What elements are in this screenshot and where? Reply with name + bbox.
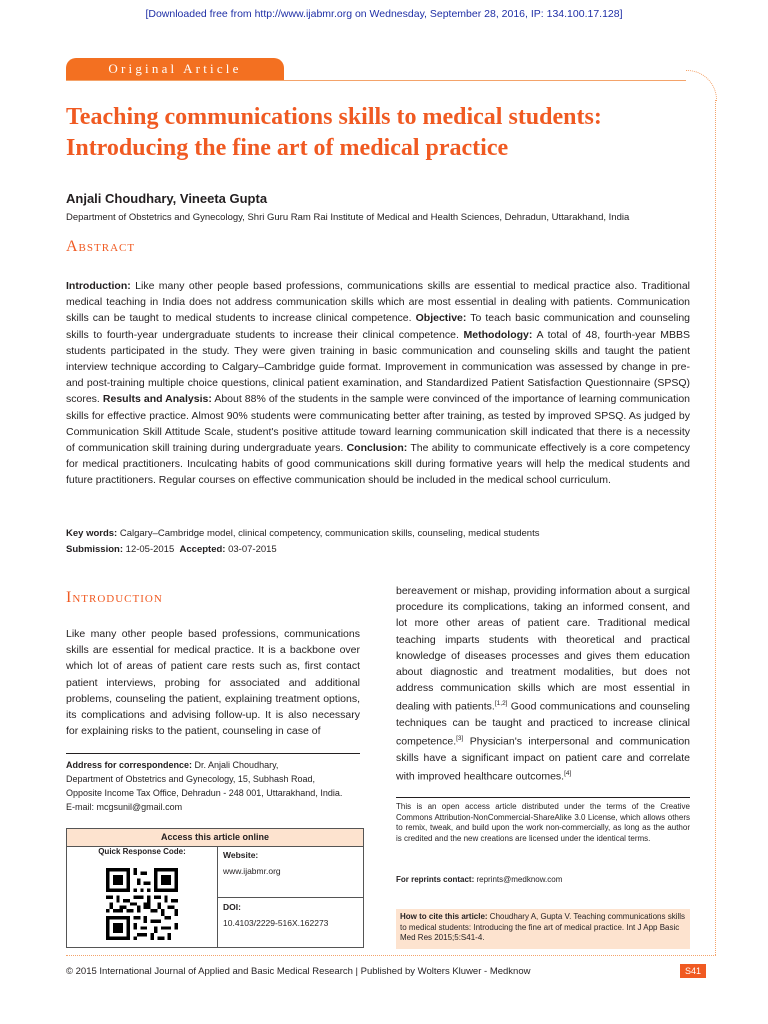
accepted-value: 03-07-2015 bbox=[225, 544, 277, 555]
abstract-body bbox=[66, 278, 690, 489]
introduction-heading: Introduction bbox=[66, 589, 163, 606]
how-to-cite-box bbox=[396, 909, 690, 949]
article-type-badge: Original Article bbox=[66, 58, 284, 80]
title-line-2: Introducing the fine art of medical practice bbox=[66, 135, 509, 161]
cite-label: How to cite this article: bbox=[400, 912, 488, 921]
correspondence-block bbox=[66, 758, 366, 814]
correspondence-line1: Dr. Anjali Choudhary, bbox=[192, 760, 279, 770]
page-number: S41 bbox=[680, 964, 706, 978]
citation-ref-3[interactable]: [4] bbox=[564, 770, 572, 778]
reprints-contact bbox=[396, 875, 562, 884]
submission-label: Submission: bbox=[66, 544, 124, 555]
qr-code-icon[interactable] bbox=[106, 868, 178, 940]
cite-text: Choudhary A, Gupta V. Teaching communications skills to medical students: Introducing the fine art of medical practice. Int J App Basic Med Res 2015;5:S41-4. bbox=[400, 912, 686, 943]
reprints-email[interactable]: reprints@medknow.com bbox=[474, 875, 563, 884]
submission-value: 12-05-2015 bbox=[123, 544, 175, 555]
abstract-intro-text: Like many other people based professions, communications skills are essential to medical practice also. Traditional medical teaching in India does not address communication skills which are most essential in dealing with patients. Communication skills can be taught to medical students to increase clinical competence. bbox=[66, 280, 690, 325]
abstract-methodology-text: A total of 48, fourth-year MBBS students participated in the study. They were given training in basic communication and counseling skills and taught the patient interview technique according to Calgary–Cambridge guide format. Improvement in communication was assessed by change in pre- and post-training multiple choice questions, clinical patient examination, and Standardized Patient Satisfaction Questionnaire (SPSQ) scores. bbox=[66, 328, 691, 406]
download-banner[interactable]: [Downloaded free from http://www.ijabmr.org on Wednesday, September 28, 2016, IP: 134.100.17.128] bbox=[145, 8, 623, 20]
correspondence-label: Address for correspondence: bbox=[66, 760, 193, 770]
correspondence-email[interactable]: E-mail: mcgsunil@gmail.com bbox=[66, 802, 183, 812]
intro-col2-part-a: bereavement or mishap, providing information about a surgical procedure its complications, taking an informed consent, and lot more other areas of patient care. Traditional medical teaching imparts students with theoretical and practical knowledge of diseases processes and gives them education about diagnostic and treatment modalities, but does not address communication skills which are most essential in dealing with patients. bbox=[396, 585, 690, 713]
reprints-label: For reprints contact: bbox=[396, 875, 475, 884]
article-title bbox=[66, 102, 706, 164]
citation-ref-2[interactable]: [3] bbox=[456, 735, 464, 743]
accepted-label: Accepted: bbox=[179, 544, 226, 555]
website-cell bbox=[218, 846, 363, 898]
qr-code-label: Quick Response Code: bbox=[98, 847, 186, 856]
introduction-col2 bbox=[396, 583, 690, 785]
correspondence-rule bbox=[66, 753, 360, 754]
correspondence-line3: Opposite Income Tax Office, Dehradun - 248 001, Uttarakhand, India. bbox=[66, 788, 343, 798]
abstract-conclusion-text: The ability to communicate effectively is a core competency for medical practitioners. Inculcating habits of good communications skill during formative years will help the medical students and future practitioners. Regular courses on effective communication should be included in the medical school curriculum. bbox=[66, 442, 690, 487]
title-line-1: Teaching communications skills to medical students: bbox=[66, 104, 602, 130]
abstract-results-text: About 88% of the students in the sample were convinced of the importance of learning communication skills for effective practice. Almost 90% students were communicating better after training, as tested by improved SPSQ. As judged by Communication Skill Attitude Scale, student's positive attitude toward learning communication skill indicated that there is a necessity of communication skill training during undergraduate years. bbox=[66, 393, 691, 455]
intro-col2-part-c: Physician's interpersonal and communication skills have a significant impact on patient care and correlate with improved healthcare outcomes. bbox=[396, 735, 690, 783]
frame-bottom-rule bbox=[66, 955, 716, 956]
abstract-intro-label: Introduction: bbox=[66, 280, 131, 292]
correspondence-line2: Department of Obstetrics and Gynecology, 15, Subhash Road, bbox=[66, 774, 315, 784]
doi-link[interactable]: 10.4103/2229-516X.162273 bbox=[223, 918, 329, 928]
abstract-objective-label: Objective: bbox=[415, 312, 467, 325]
frame-top-rule bbox=[66, 80, 686, 81]
frame-right-rule bbox=[715, 100, 716, 955]
doi-label: DOI: bbox=[223, 902, 241, 912]
license-text: This is an open access article distributed under the terms of the Creative Commons Attribution-NonCommercial-ShareAlike 3.0 License, which allows others to remix, tweak, and build upon the work non-commercially, as long as the author is credited and the new creations are licensed under the identical terms. bbox=[396, 802, 690, 843]
website-label: Website: bbox=[223, 850, 259, 860]
abstract-conclusion-label: Conclusion: bbox=[346, 442, 408, 455]
abstract-methodology-label: Methodology: bbox=[463, 328, 533, 341]
citation-ref-1[interactable]: [1,2] bbox=[494, 700, 508, 708]
abstract-results-label: Results and Analysis: bbox=[102, 393, 212, 406]
keywords-text: Calgary–Cambridge model, clinical competency, communication skills, counseling, medical students bbox=[117, 528, 540, 539]
doi-cell bbox=[218, 898, 363, 947]
license-rule bbox=[396, 797, 690, 798]
intro-col2-part-b: Good communications and counseling techniques can be taught and practiced to increase clinical competence. bbox=[396, 700, 690, 748]
abstract-objective-text: To teach basic communication and counseling skills to fourth-year undergraduate students to increase their clinical competence. bbox=[66, 312, 691, 341]
abstract-heading: Abstract bbox=[66, 238, 136, 255]
affiliation: Department of Obstetrics and Gynecology, Shri Guru Ram Rai Institute of Medical and Health Sciences, Dehradun, Uttarakhand, India bbox=[66, 212, 630, 223]
keywords-label: Key words: bbox=[66, 528, 118, 539]
introduction-col1: Like many other people based professions, communications skills are essential for medical practice. It is a backbone over which lot of areas of patient care rests such as, first contact patient interviews, probing for associated and additional problems, counseling the patient, explaining treatment options, its complications and advising follow-up. It is also necessary for explaining risks to the patient, counseling in case of bbox=[66, 628, 360, 738]
access-article-box bbox=[66, 828, 364, 948]
access-box-header: Access this article online bbox=[67, 829, 363, 847]
website-link[interactable]: www.ijabmr.org bbox=[223, 866, 281, 876]
authors: Anjali Choudhary, Vineeta Gupta bbox=[66, 191, 268, 206]
qr-code-cell bbox=[67, 846, 218, 947]
keywords-block bbox=[66, 526, 706, 558]
frame-corner bbox=[686, 70, 717, 101]
page-footer: © 2015 International Journal of Applied and Basic Medical Research | Published by Wolters Kluwer - Medknow bbox=[66, 966, 531, 977]
